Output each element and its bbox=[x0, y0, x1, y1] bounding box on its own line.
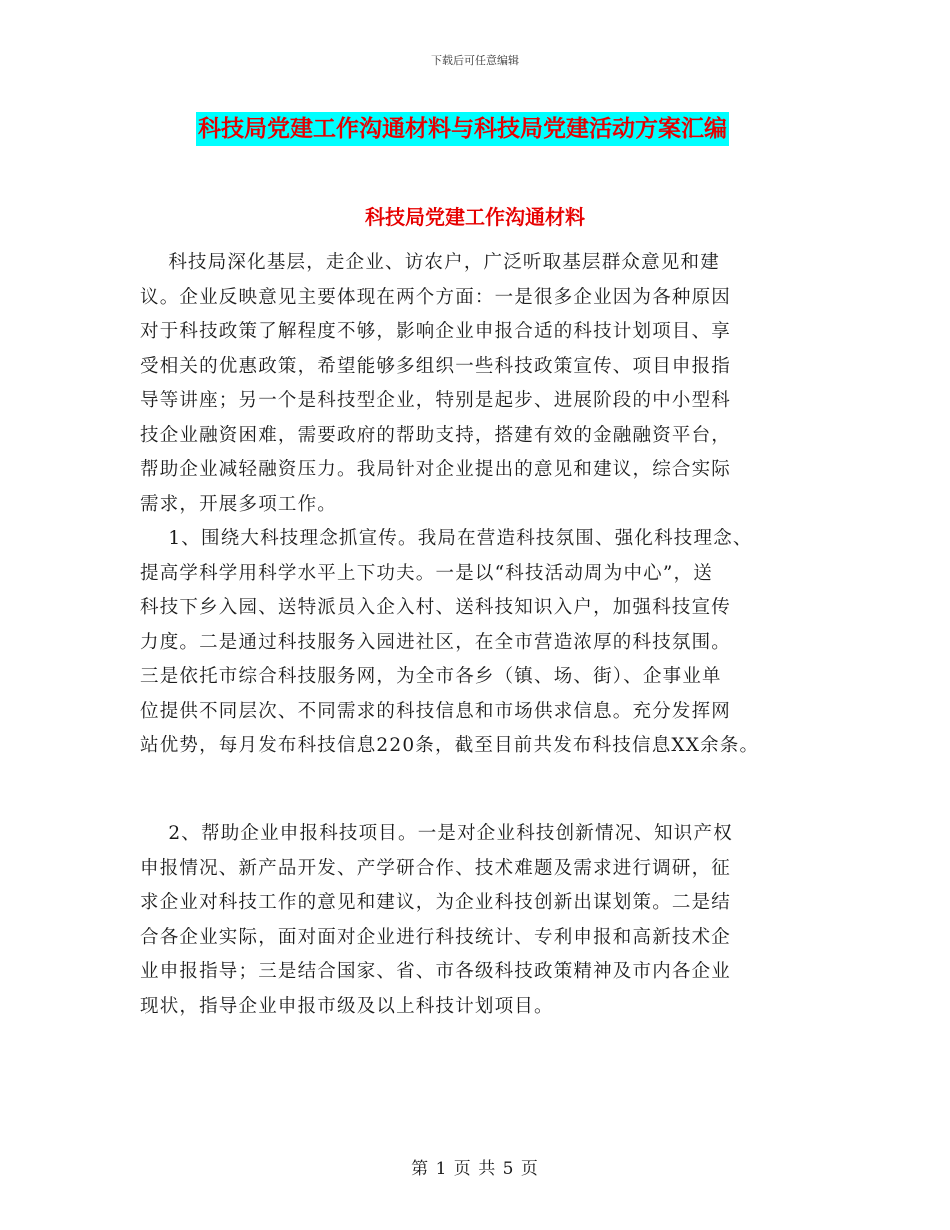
text-line: 议。企业反映意见主要体现在两个方面：一是很多企业因为各种原因 bbox=[140, 286, 732, 308]
section-title: 科技局党建工作沟通材料 bbox=[365, 205, 585, 229]
text-line: 科技局深化基层，走企业、访农户，广泛听取基层群众意见和建 bbox=[140, 252, 720, 273]
text-line: 受相关的优惠政策，希望能够多组织一些科技政策宣传、项目申报指 bbox=[140, 355, 732, 377]
text-line: 站优势，每月发布科技信息220条，截至目前共发布科技信息XX余条。 bbox=[140, 735, 760, 756]
text-line: 科技下乡入园、送特派员入企入村、送科技知识入户，加强科技宣传 bbox=[140, 597, 732, 618]
paragraph-block-2 bbox=[140, 817, 830, 1024]
text-line: 帮助企业减轻融资压力。我局针对企业提出的意见和建议，综合实际 bbox=[140, 459, 732, 480]
text-line: 力度。二是通过科技服务入园进社区，在全市营造浓厚的科技氛围。 bbox=[140, 631, 732, 653]
page-number-footer: 第 1 页 共 5 页 bbox=[411, 1159, 539, 1179]
text-line: 1、围绕大科技理念抓宣传。我局在营造科技氛围、强化科技理念、 bbox=[140, 528, 753, 549]
text-line: 提高学科学用科学水平上下功夫。一是以“科技活动周为中心”，送 bbox=[140, 562, 713, 584]
paragraph-block-1 bbox=[140, 246, 830, 764]
text-line: 申报情况、新产品开发、产学研合作、技术难题及需求进行调研，征 bbox=[140, 857, 732, 879]
text-line: 技企业融资困难，需要政府的帮助支持，搭建有效的金融融资平台， bbox=[140, 424, 732, 446]
text-line: 需求，开展多项工作。 bbox=[140, 493, 338, 515]
text-line: 2、帮助企业申报科技项目。一是对企业科技创新情况、知识产权 bbox=[140, 823, 733, 844]
page-header-note: 下载后可任意编辑 bbox=[431, 54, 519, 67]
document-main-title: 科技局党建工作沟通材料与科技局党建活动方案汇编 bbox=[196, 112, 729, 146]
text-line: 三是依托市综合科技服务网，为全市各乡（镇、场、街）、企事业单 bbox=[140, 666, 722, 687]
text-line: 导等讲座；另一个是科技型企业，特别是起步、进展阶段的中小型科 bbox=[140, 390, 732, 411]
text-line: 对于科技政策了解程度不够，影响企业申报合适的科技计划项目、享 bbox=[140, 321, 732, 342]
text-line: 求企业对科技工作的意见和建议，为企业科技创新出谋划策。二是结 bbox=[140, 892, 732, 913]
text-line: 业申报指导；三是结合国家、省、市各级科技政策精神及市内各企业 bbox=[140, 961, 732, 982]
text-line: 合各企业实际，面对面对企业进行科技统计、专利申报和高新技术企 bbox=[140, 926, 732, 948]
text-line: 位提供不同层次、不同需求的科技信息和市场供求信息。充分发挥网 bbox=[140, 700, 732, 722]
text-line: 现状，指导企业申报市级及以上科技计划项目。 bbox=[140, 995, 554, 1017]
